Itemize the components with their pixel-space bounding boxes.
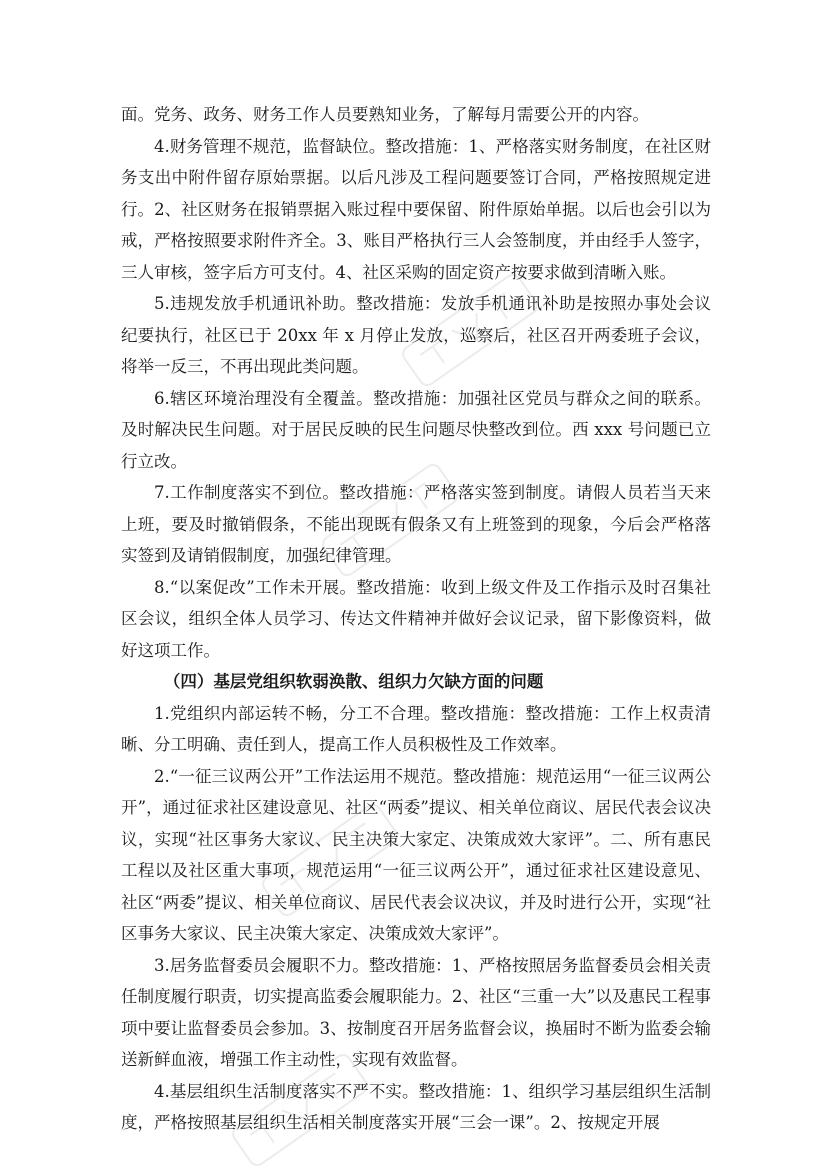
paragraph-item-6: 6.辖区环境治理没有全覆盖。整改措施：加强社区党员与群众之间的联系。及时解决民生问题。对于居民反映的民生问题尽快整改到位。西 xxx 号问题已立行立改。 [121,388,711,471]
paragraph-item-5: 5.违规发放手机通讯补助。整改措施：发放手机通讯补助是按照办事处会议纪要执行，社区已于 20xx 年 x 月停止发放，巡察后，社区召开两委班子会议，将举一反三，不再出现此类问题。 [121,294,711,376]
paragraph-section4-item-3: 3.居务监督委员会履职不力。整改措施：1、严格按照居务监督委员会相关责任制度履行职责，切实提高监委会履职能力。2、社区“三重一大”以及惠民工程事项中要让监督委员会参加。3、按制度召开居务监督会议，换届时不断为监委会输送新鲜血液，增强工作主动性，实现有效监督。 [121,955,711,1069]
section-heading: （四）基层党组织软弱涣散、组织力欠缺方面的问题 [163,672,544,691]
paragraph-section4-item-2: 2.“一征三议两公开”工作法运用不规范。整改措施：规范运用“一征三议两公开”，通过征求社区建设意见、社区“两委”提议、相关单位商议、居民代表会议决议，实现“社区事务大家议、民主决策大家定、决策成效大家评”。二、所有惠民工程以及社区重大事项，规范运用“一征三议两公开”，通过征求社区建设意见、社区“两委”提议、相关单位商议、居民代表会议决议，并及时进行公开，实现“社区事务大家议、民主决策大家定、决策成效大家评”。 [121,766,711,943]
paragraph-item-4: 4.财务管理不规范，监督缺位。整改措施：1、严格落实财务制度，在社区财务支出中附件留存原始票据。以后凡涉及工程问题要签订合同，严格按照规定进行。2、社区财务在报销票据入账过程中要保留、附件原始单据。以后也会引以为戒，严格按照要求附件齐全。3、账目严格执行三人会签制度，并由经手人签字，三人审核，签字后方可支付。4、社区采购的固定资产按要求做到清晰入账。 [121,136,711,282]
paragraph-section4-item-1: 1.党组织内部运转不畅，分工不合理。整改措施：整改措施：工作上权责清晰、分工明确、责任到人，提高工作人员积极性及工作效率。 [121,703,711,754]
paragraph-item-8: 8.“以案促改”工作未开展。整改措施：收到上级文件及工作指示及时召集社区会议，组织全体人员学习、传达文件精神并做好会议记录，留下影像资料，做好这项工作。 [121,577,711,660]
document-body [121,99,711,1139]
paragraph-continuation: 面。党务、政务、财务工作人员要熟知业务，了解每月需要公开的内容。 [121,105,649,124]
paragraph-section4-item-4: 4.基层组织生活制度落实不严不实。整改措施：1、组织学习基层组织生活制度，严格按照基层组织生活相关制度落实开展“三会一课”。2、按规定开展 [121,1081,711,1132]
paragraph-item-7: 7.工作制度落实不到位。整改措施：严格落实签到制度。请假人员若当天来上班，要及时撤销假条，不能出现既有假条又有上班签到的现象，今后会严格落实签到及请销假制度，加强纪律管理。 [121,483,711,565]
